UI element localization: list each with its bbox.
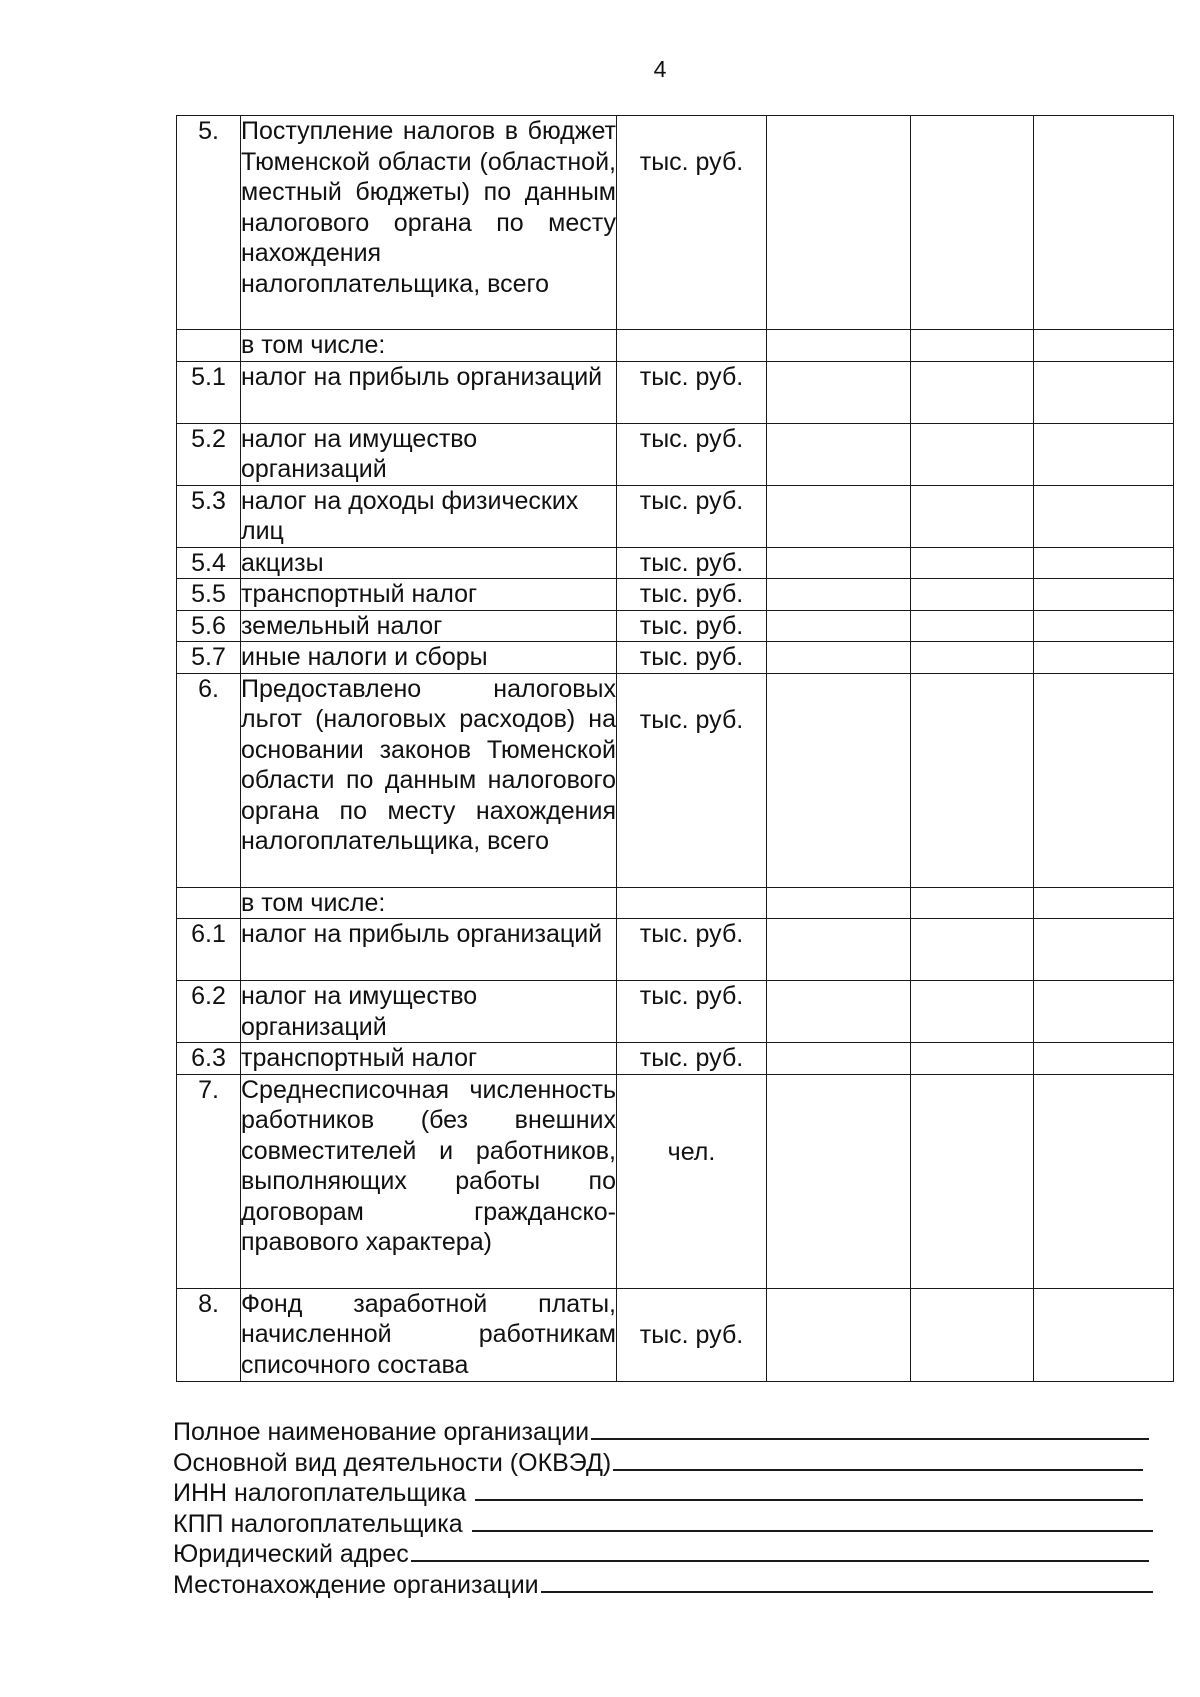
value-cell[interactable] <box>911 673 1034 887</box>
row-number: 5. <box>177 116 241 330</box>
row-unit: тыс. руб. <box>617 423 767 485</box>
row-unit: тыс. руб. <box>617 361 767 423</box>
field-label: Юридический адрес <box>173 1540 409 1569</box>
row-number: 6.2 <box>177 981 241 1043</box>
value-cell[interactable] <box>767 1043 911 1075</box>
value-cell[interactable] <box>1034 485 1174 547</box>
table-row <box>177 1288 1174 1381</box>
row-number: 5.4 <box>177 547 241 579</box>
indicators-table <box>176 115 1174 1382</box>
row-unit: тыс. руб. <box>617 1043 767 1075</box>
row-indicator: акцизы <box>241 547 617 579</box>
row-unit: тыс. руб. <box>617 547 767 579</box>
value-cell[interactable] <box>767 919 911 981</box>
row-unit <box>617 1288 767 1381</box>
table-row <box>177 423 1174 485</box>
value-cell[interactable] <box>1034 330 1174 362</box>
row-number: 6. <box>177 673 241 887</box>
table-row <box>177 485 1174 547</box>
value-cell[interactable] <box>767 116 911 330</box>
row-number: 8. <box>177 1288 241 1381</box>
row-indicator: иные налоги и сборы <box>241 642 617 674</box>
value-cell[interactable] <box>767 610 911 642</box>
row-unit: тыс. руб. <box>617 642 767 674</box>
table-row <box>177 330 1174 362</box>
field-legal-address <box>173 1538 1153 1569</box>
table-row <box>177 579 1174 611</box>
value-cell[interactable] <box>767 981 911 1043</box>
value-cell[interactable] <box>911 981 1034 1043</box>
table-row <box>177 919 1174 981</box>
table-row <box>177 361 1174 423</box>
row-unit: тыс. руб. <box>617 610 767 642</box>
unit-text: тыс. руб. <box>639 705 744 734</box>
value-cell[interactable] <box>1034 1288 1174 1381</box>
value-cell[interactable] <box>911 330 1034 362</box>
value-cell[interactable] <box>1034 887 1174 919</box>
field-location <box>173 1569 1153 1600</box>
value-cell[interactable] <box>1034 610 1174 642</box>
fill-in-line[interactable] <box>411 1538 1149 1562</box>
row-indicator: Среднесписочная численность работников (без внешних совместителей и работников, выполняющих работы по договорам гражданско-правового характера) <box>241 1074 617 1288</box>
value-cell[interactable] <box>767 330 911 362</box>
unit-text: тыс. руб. <box>639 1320 744 1349</box>
row-unit <box>617 330 767 362</box>
row-indicator: Предоставлено налоговых льгот (налоговых расходов) на основании законов Тюменской области по данным налогового органа по месту нахождения налогоплательщика, всего <box>241 673 617 887</box>
value-cell[interactable] <box>1034 547 1174 579</box>
value-cell[interactable] <box>911 642 1034 674</box>
row-indicator: налог на прибыль организаций <box>241 919 617 981</box>
fill-in-line[interactable] <box>472 1508 1153 1532</box>
value-cell[interactable] <box>1034 1074 1174 1288</box>
row-indicator: налог на имущество организаций <box>241 423 617 485</box>
value-cell[interactable] <box>1034 423 1174 485</box>
unit-text: чел. <box>667 1137 716 1166</box>
table-row <box>177 887 1174 919</box>
row-number: 6.1 <box>177 919 241 981</box>
value-cell[interactable] <box>767 579 911 611</box>
field-okved <box>173 1447 1153 1478</box>
row-unit: тыс. руб. <box>617 919 767 981</box>
value-cell[interactable] <box>1034 919 1174 981</box>
table-row <box>177 1074 1174 1288</box>
value-cell[interactable] <box>767 1074 911 1288</box>
value-cell[interactable] <box>1034 579 1174 611</box>
row-number: 7. <box>177 1074 241 1288</box>
value-cell[interactable] <box>911 361 1034 423</box>
row-indicator: Фонд заработной платы, начисленной работникам списочного состава <box>241 1288 617 1381</box>
table-row <box>177 547 1174 579</box>
value-cell[interactable] <box>767 887 911 919</box>
field-inn <box>173 1477 1153 1508</box>
fill-in-line[interactable] <box>591 1416 1149 1440</box>
field-label: Местонахождение организации <box>173 1570 539 1599</box>
value-cell[interactable] <box>767 547 911 579</box>
value-cell[interactable] <box>911 610 1034 642</box>
value-cell[interactable] <box>911 423 1034 485</box>
fill-in-line[interactable] <box>541 1569 1153 1593</box>
organization-details <box>173 1416 1153 1600</box>
page-number: 4 <box>653 56 667 82</box>
value-cell[interactable] <box>1034 1043 1174 1075</box>
row-unit <box>617 673 767 887</box>
value-cell[interactable] <box>767 361 911 423</box>
field-kpp <box>173 1508 1153 1539</box>
field-label: Полное наименование организации <box>173 1418 590 1446</box>
row-number: 5.1 <box>177 361 241 423</box>
value-cell[interactable] <box>911 1074 1034 1288</box>
row-unit <box>617 116 767 330</box>
value-cell[interactable] <box>911 1043 1034 1075</box>
value-cell[interactable] <box>1034 361 1174 423</box>
row-indicator: земельный налог <box>241 610 617 642</box>
value-cell[interactable] <box>767 423 911 485</box>
field-label: КПП налогоплательщика <box>173 1509 470 1538</box>
field-label: ИНН налогоплательщика <box>173 1479 474 1508</box>
row-unit <box>617 1074 767 1288</box>
row-number: 5.7 <box>177 642 241 674</box>
value-cell[interactable] <box>911 1288 1034 1381</box>
value-cell[interactable] <box>911 116 1034 330</box>
row-indicator: транспортный налог <box>241 579 617 611</box>
row-indicator: налог на прибыль организаций <box>241 361 617 423</box>
row-indicator: в том числе: <box>241 887 617 919</box>
value-cell[interactable] <box>911 547 1034 579</box>
unit-text: тыс. руб. <box>639 148 744 176</box>
value-cell[interactable] <box>1034 673 1174 887</box>
table-row <box>177 981 1174 1043</box>
row-unit <box>617 887 767 919</box>
row-number: 5.6 <box>177 610 241 642</box>
row-unit: тыс. руб. <box>617 579 767 611</box>
row-indicator: налог на имущество организаций <box>241 981 617 1043</box>
row-indicator: Поступление налогов в бюджет Тюменской области (областной, местный бюджеты) по данным налогового органа по месту нахождения налогоплательщика, всего <box>241 116 617 330</box>
value-cell[interactable] <box>1034 981 1174 1043</box>
row-indicator: в том числе: <box>241 330 617 362</box>
row-number <box>177 887 241 919</box>
row-unit: тыс. руб. <box>617 981 767 1043</box>
value-cell[interactable] <box>911 485 1034 547</box>
fill-in-line[interactable] <box>613 1447 1143 1471</box>
value-cell[interactable] <box>767 1288 911 1381</box>
value-cell[interactable] <box>911 579 1034 611</box>
row-number: 5.3 <box>177 485 241 547</box>
row-indicator: налог на доходы физических лиц <box>241 485 617 547</box>
table-row <box>177 1043 1174 1075</box>
table-row <box>177 610 1174 642</box>
value-cell[interactable] <box>911 919 1034 981</box>
value-cell[interactable] <box>1034 116 1174 330</box>
value-cell[interactable] <box>767 642 911 674</box>
value-cell[interactable] <box>767 485 911 547</box>
table-row <box>177 116 1174 330</box>
row-unit: тыс. руб. <box>617 485 767 547</box>
field-label: Основной вид деятельности (ОКВЭД) <box>173 1448 612 1477</box>
field-full-name <box>173 1416 1153 1447</box>
row-number <box>177 330 241 362</box>
fill-in-line[interactable] <box>475 1477 1143 1501</box>
value-cell[interactable] <box>911 887 1034 919</box>
row-number: 6.3 <box>177 1043 241 1075</box>
row-number: 5.2 <box>177 423 241 485</box>
value-cell[interactable] <box>1034 642 1174 674</box>
table-row <box>177 673 1174 887</box>
row-indicator: транспортный налог <box>241 1043 617 1075</box>
row-number: 5.5 <box>177 579 241 611</box>
table-row <box>177 642 1174 674</box>
value-cell[interactable] <box>767 673 911 887</box>
